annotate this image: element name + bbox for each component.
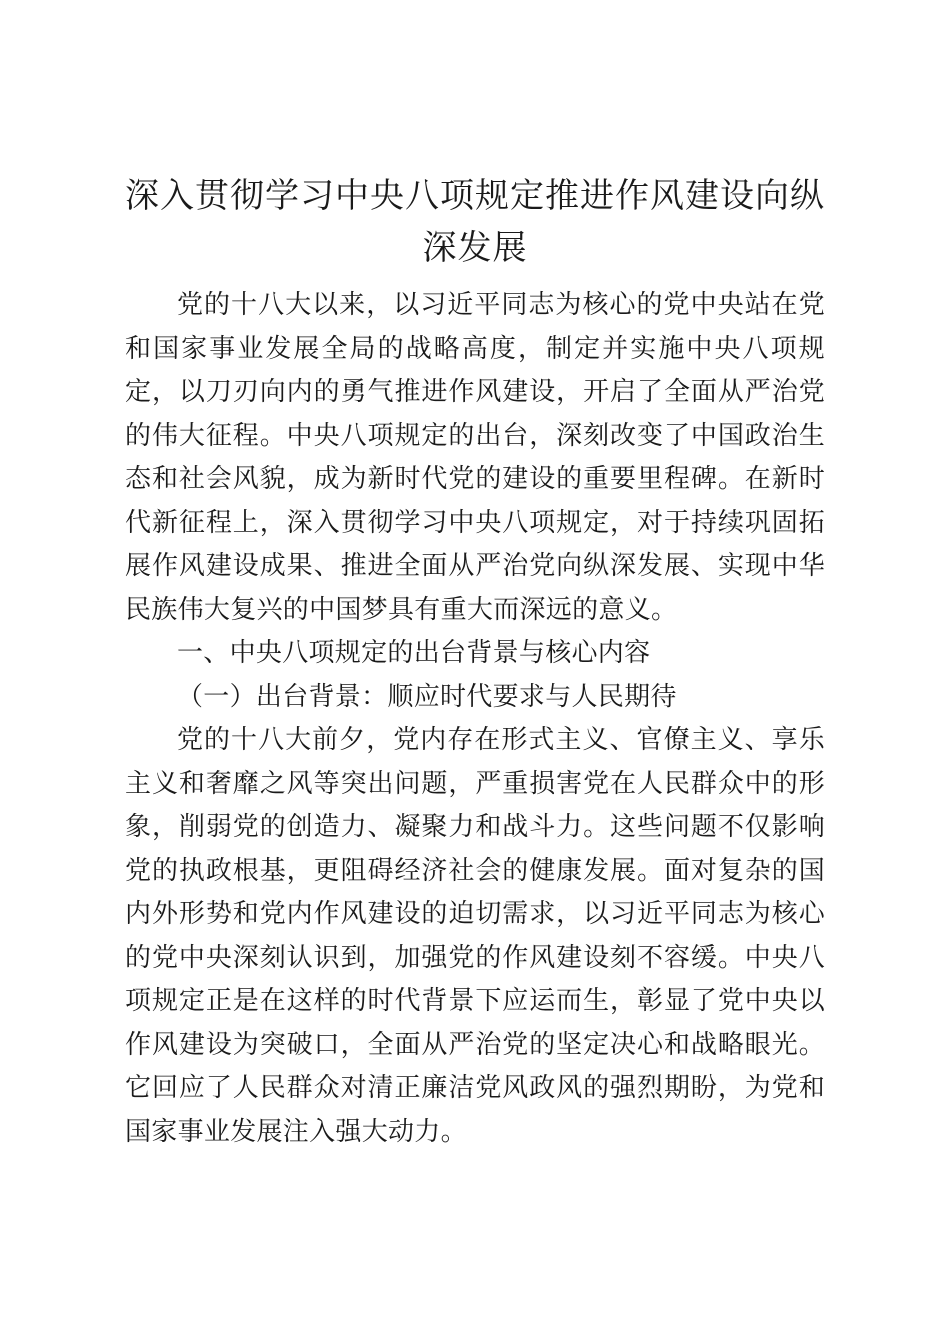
paragraph-intro: 党的十八大以来，以习近平同志为核心的党中央站在党和国家事业发展全局的战略高度，制定并实施中央八项规定，以刀刃向内的勇气推进作风建设，开启了全面从严治党的伟大征程。中央八项规定的出台，深刻改变了中国政治生态和社会风貌，成为新时代党的建设的重要里程碑。在新时代新征程上，深入贯彻学习中央八项规定，对于持续巩固拓展作风建设成果、推进全面从严治党向纵深发展、实现中华民族伟大复兴的中国梦具有重大而深远的意义。	[125, 290, 825, 625]
section-heading: 一、中央八项规定的出台背景与核心内容	[177, 638, 651, 668]
subsection-heading: （一）出台背景：顺应时代要求与人民期待	[177, 681, 677, 712]
paragraph-background: 党的十八大前夕，党内存在形式主义、官僚主义、享乐主义和奢靡之风等突出问题，严重损害党在人民群众中的形象，削弱党的创造力、凝聚力和战斗力。这些问题不仅影响党的执政根基，更阻碍经济社会的健康发展。面对复杂的国内外形势和党内作风建设的迫切需求，以习近平同志为核心的党中央深刻认识到，加强党的作风建设刻不容缓。中央八项规定正是在这样的时代背景下应运而生，彰显了党中央以作风建设为突破口，全面从严治党的坚定决心和战略眼光。它回应了人民群众对清正廉洁党风政风的强烈期盼，为党和国家事业发展注入强大动力。	[125, 725, 825, 1147]
document-title: 深入贯彻学习中央八项规定推进作风建设向纵深发展	[125, 176, 825, 268]
